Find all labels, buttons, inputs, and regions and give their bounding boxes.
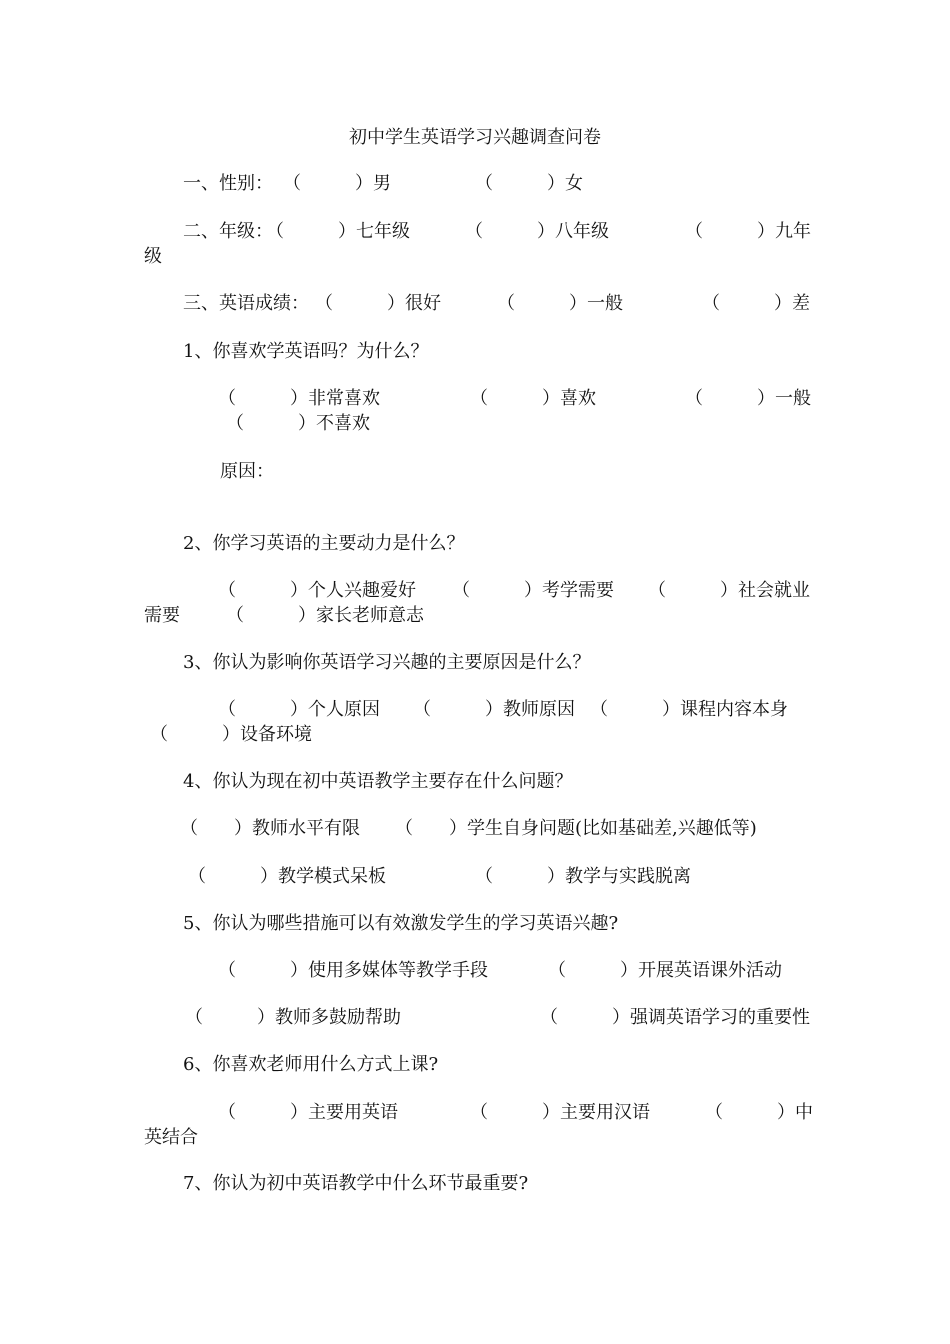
- q2-option-1[interactable]: （ ）个人兴趣爱好: [218, 580, 416, 601]
- q7-question: 7、你认为初中英语教学中什么环节最重要?: [183, 1173, 529, 1194]
- grade-option-9-wrap: 级: [144, 246, 162, 267]
- grade-label: 二、年级：: [183, 221, 273, 242]
- q5-option-4[interactable]: （ ）强调英语学习的重要性: [540, 1007, 810, 1028]
- q4-option-2[interactable]: （ ）学生自身问题(比如基础差,兴趣低等): [395, 818, 757, 839]
- page-title: 初中学生英语学习兴趣调查问卷: [349, 127, 601, 148]
- q2-option-3[interactable]: （ ）社会就业: [648, 580, 810, 601]
- score-option-average[interactable]: （ ）一般: [497, 293, 623, 314]
- gender-option-female[interactable]: （ ）女: [475, 173, 583, 194]
- q2-option-3-wrap: 需要: [144, 605, 180, 626]
- q5-option-3[interactable]: （ ）教师多鼓励帮助: [185, 1007, 401, 1028]
- grade-option-7[interactable]: （ ）七年级: [266, 221, 410, 242]
- q3-option-2[interactable]: （ ）教师原因: [413, 699, 575, 720]
- q1-option-2[interactable]: （ ）喜欢: [470, 388, 596, 409]
- score-label: 三、英语成绩：: [183, 293, 309, 314]
- q4-option-1[interactable]: （ ）教师水平有限: [180, 818, 360, 839]
- q4-question: 4、你认为现在初中英语教学主要存在什么问题？: [183, 771, 573, 792]
- q5-option-2[interactable]: （ ）开展英语课外活动: [548, 960, 782, 981]
- gender-label: 一、性别：: [183, 173, 273, 194]
- q6-option-2[interactable]: （ ）主要用汉语: [470, 1102, 650, 1123]
- q4-option-4[interactable]: （ ）教学与实践脱离: [475, 866, 691, 887]
- grade-option-9[interactable]: （ ）九年: [685, 221, 811, 242]
- q3-option-3[interactable]: （ ）课程内容本身: [590, 699, 788, 720]
- q2-question: 2、你学习英语的主要动力是什么？: [183, 533, 465, 554]
- q2-option-2[interactable]: （ ）考学需要: [452, 580, 614, 601]
- q5-question: 5、你认为哪些措施可以有效激发学生的学习英语兴趣?: [183, 913, 619, 934]
- q3-option-4[interactable]: （ ）设备环境: [150, 724, 312, 745]
- q3-option-1[interactable]: （ ）个人原因: [218, 699, 380, 720]
- q1-reason-label: 原因：: [220, 461, 274, 482]
- score-option-good[interactable]: （ ）很好: [315, 293, 441, 314]
- q1-question: 1、你喜欢学英语吗？为什么？: [183, 341, 429, 362]
- q6-option-3[interactable]: （ ）中: [705, 1102, 813, 1123]
- q2-option-4[interactable]: （ ）家长老师意志: [226, 605, 424, 626]
- q6-option-3-wrap: 英结合: [144, 1127, 198, 1148]
- q1-option-4[interactable]: （ ）不喜欢: [226, 413, 370, 434]
- grade-option-8[interactable]: （ ）八年级: [465, 221, 609, 242]
- score-option-poor[interactable]: （ ）差: [702, 293, 810, 314]
- q4-option-3[interactable]: （ ）教学模式呆板: [188, 866, 386, 887]
- q3-question: 3、你认为影响你英语学习兴趣的主要原因是什么？: [183, 652, 591, 673]
- q1-option-1[interactable]: （ ）非常喜欢: [218, 388, 380, 409]
- q6-option-1[interactable]: （ ）主要用英语: [218, 1102, 398, 1123]
- q1-option-3[interactable]: （ ）一般: [685, 388, 811, 409]
- gender-option-male[interactable]: （ ）男: [283, 173, 391, 194]
- q5-option-1[interactable]: （ ）使用多媒体等教学手段: [218, 960, 488, 981]
- q6-question: 6、你喜欢老师用什么方式上课?: [183, 1054, 439, 1075]
